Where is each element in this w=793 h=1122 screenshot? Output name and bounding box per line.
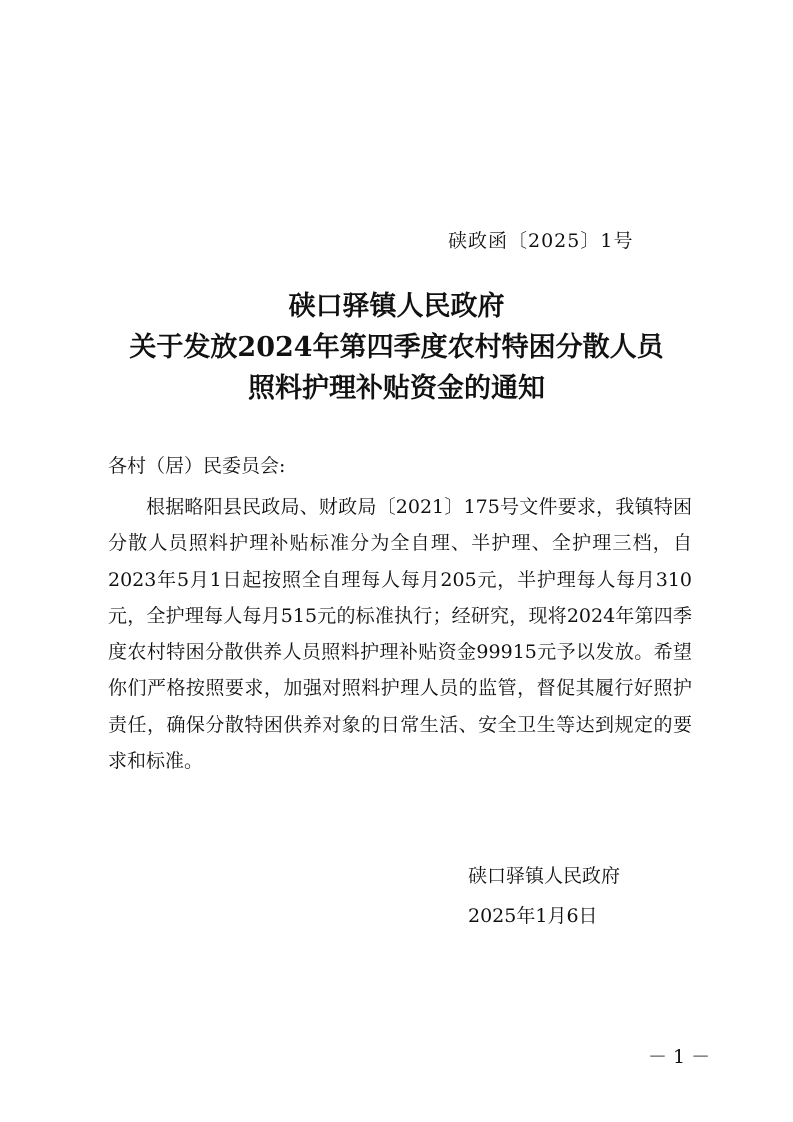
body-paragraph: 根据略阳县民政局、财政局〔2021〕175号文件要求，我镇特困分散人员照料护理补贴标准分为全自理、半护理、全护理三档，自2023年5月1日起按照全自理每人每月205元，半护理每人每月310元，全护理每人每月515元的标准执行；经研究，现将2024年第四季度农村特困分散供养人员照料护理补贴资金99915元予以发放。希望你们严格按照要求，加强对照料护理人员的监管，督促其履行好照护责任，确保分散特困供养对象的日常生活、安全卫生等达到规定的要求和标准。 (108, 496, 692, 773)
title-line-3: 照料护理补贴资金的通知 (248, 373, 545, 404)
document-number: 硖政函〔2025〕1号 (448, 230, 634, 252)
title-line-2: 关于发放2024年第四季度农村特困分散人员 (129, 332, 664, 363)
signature-date: 2025年1月6日 (468, 905, 598, 927)
signature-block (468, 856, 620, 936)
title-line-1: 硖口驿镇人民政府 (288, 291, 505, 322)
salutation: 各村（居）民委员会: (108, 455, 286, 477)
document-title (0, 286, 793, 409)
signature-organization: 硖口驿镇人民政府 (468, 865, 621, 887)
page-number: － 1 － (648, 1046, 711, 1068)
